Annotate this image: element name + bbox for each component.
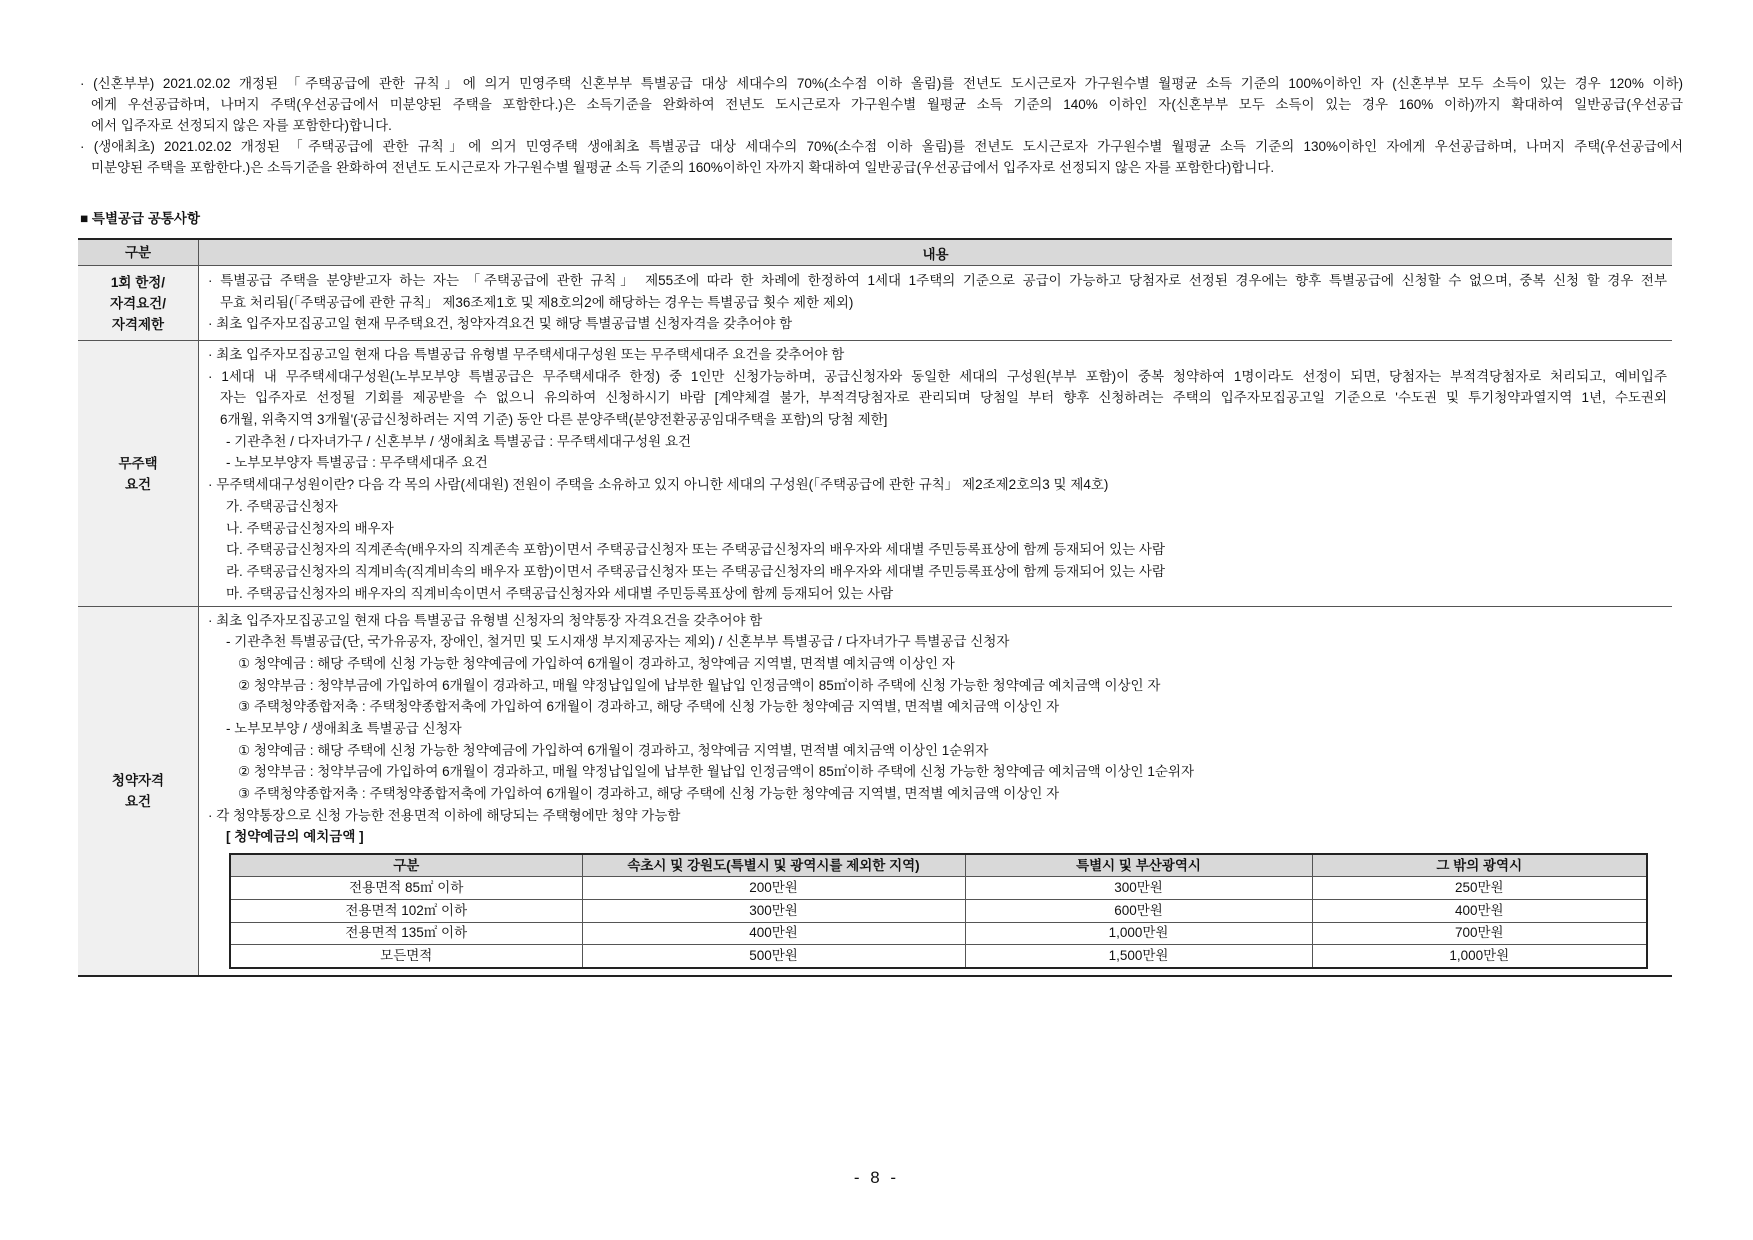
common-requirements-table [78,238,1672,977]
deposit-cell: 400만원 [582,922,965,945]
deposit-cell: 200만원 [582,877,965,900]
table-row [78,266,1672,341]
deposit-cell: 전용면적 135㎡ 이하 [230,922,582,945]
deposit-cell: 600만원 [965,899,1312,922]
row-label [78,341,199,606]
header-text: 내용 [922,246,949,262]
deposit-header-cell: 속초시 및 강원도(특별시 및 광역시를 제외한 지역) [582,854,965,877]
content-line: · 최초 입주자모집공고일 현재 다음 특별공급 유형별 무주택세대구성원 또는 무주택세대주 요건을 갖추어야 함 [208,347,845,362]
intro-paragraph-first-time [80,136,1683,178]
header-text: 구분 [124,245,152,260]
row-label-line: 요건 [124,476,152,492]
deposit-cell: 1,000만원 [965,922,1312,945]
content-line: - 기관추천 특별공급(단, 국가유공자, 장애인, 철거민 및 도시재생 부지제공자는 제외) / 신혼부부 특별공급 / 다자녀가구 특별공급 신청자 [226,634,1010,650]
intro-line: 에게 우선공급하며, 나머지 주택(우선공급에서 미분양된 주택을 포함한다.)은 소득기준을 완화하여 전년도 도시근로자 가구원수별 월평균 소득 기준의 140% 이하인 자(신혼부부 모두 소득이 있는 경우 160% 이하)까지 확대하여 일반공급(우선공급 [91,97,1683,112]
row-label [78,266,199,340]
deposit-row [230,945,1647,968]
table-header-content [199,240,1672,265]
content-line: - 노부모부양자 특별공급 : 무주택세대주 요건 [226,455,488,471]
deposit-cell: 전용면적 85㎡ 이하 [230,877,582,900]
intro-line: · (신혼부부) 2021.02.02 개정된 「주택공급에 관한 규칙」에 의거 민영주택 신혼부부 특별공급 대상 세대수의 70%(소수점 이하 올림)를 전년도 도시근로자 가구원수별 월평균 소득 기준의 100%이하인 자 (신혼부부 모두 소득이 있는 경우 120% 이하) [80,76,1683,91]
content-line: 무효 처리됨(「주택공급에 관한 규칙」 제36조제1호 및 제8호의2에 해당하는 경우는 특별공급 횟수 제한 제외) [220,294,854,310]
content-line: · 특별공급 주택을 분양받고자 하는 자는 「주택공급에 관한 규칙」 제55조에 따라 한 차례에 한정하여 1세대 1주택의 기준으로 공급이 가능하고 당첨자로 선정된 경우에는 향후 특별공급에 신청할 수 없으며, 중복 신청 할 경우 전부 [208,273,1667,288]
deposit-amount-table [229,853,1648,968]
content-line: 마. 주택공급신청자의 배우자의 직계비속이면서 주택공급신청자와 세대별 주민등록표상에 함께 등재되어 있는 사람 [226,585,894,601]
content-line: 6개월, 위축지역 3개월'(공급신청하려는 지역 기준) 동안 다른 분양주택(분양전환공공임대주택을 포함)의 당첨 제한] [220,412,888,428]
content-line: ① 청약예금 : 해당 주택에 신청 가능한 청약예금에 가입하여 6개월이 경과하고, 청약예금 지역별, 면적별 예치금액 이상인 1순위자 [238,742,989,758]
deposit-cell: 700만원 [1312,922,1647,945]
deposit-header-cell: 특별시 및 부산광역시 [965,854,1312,877]
deposit-cell: 전용면적 102㎡ 이하 [230,899,582,922]
content-line: ② 청약부금 : 청약부금에 가입하여 6개월이 경과하고, 매월 약정납입일에 납부한 월납입 인정금액이 85㎡이하 주택에 신청 가능한 청약예금 예치금액 이상인 1순위자 [238,764,1194,780]
content-line: · 1세대 내 무주택세대구성원(노부모부양 특별공급은 무주택세대주 한정) 중 1인만 신청가능하며, 공급신청자와 동일한 세대의 구성원(부부 포함)이 중복 청약하여 1명이라도 선정이 되면, 당첨자는 부적격당첨자로 처리되고, 예비입주 [208,368,1667,384]
deposit-cell: 500만원 [582,945,965,968]
deposit-header-cell: 구분 [230,854,582,877]
deposit-cell: 300만원 [582,899,965,922]
content-line: 라. 주택공급신청자의 직계비속(직계비속의 배우자 포함)이면서 주택공급신청자 또는 주택공급신청자의 배우자와 세대별 주민등록표상에 함께 등재되어 있는 사람 [226,563,1165,579]
page-number: - 8 - [853,1168,900,1187]
section-title: ■ 특별공급 공통사항 [80,211,200,226]
intro-line: · (생애최초) 2021.02.02 개정된 「주택공급에 관한 규칙」에 의거 민영주택 생애최초 특별공급 대상 세대수의 70%(소수점 이하 올림)를 전년도 도시근로자 가구원수별 월평균 소득 기준의 130%이하인 자에게 우선공급하며, 나머지 주택(우선공급에서 [80,139,1683,154]
row-label-line: 요건 [124,794,152,809]
row-label-line: 청약자격 [111,773,165,788]
deposit-row [230,899,1647,922]
intro-paragraph-newlywed [80,73,1683,136]
deposit-cell: 250만원 [1312,877,1647,900]
table-header-category [78,240,199,265]
content-line: - 기관추천 / 다자녀가구 / 신혼부부 / 생애최초 특별공급 : 무주택세대구성원 요건 [226,433,692,449]
row-label-line: 자격제한 [111,316,165,332]
content-line: ① 청약예금 : 해당 주택에 신청 가능한 청약예금에 가입하여 6개월이 경과하고, 청약예금 지역별, 면적별 예치금액 이상인 자 [238,655,955,671]
content-line: · 무주택세대구성원이란? 다음 각 목의 사람(세대원) 전원이 주택을 소유하고 있지 아니한 세대의 구성원(「주택공급에 관한 규칙」 제2조제2호의3 및 제4호) [208,477,1109,493]
content-line: 다. 주택공급신청자의 직계존속(배우자의 직계존속 포함)이면서 주택공급신청자 또는 주택공급신청자의 배우자와 세대별 주민등록표상에 함께 등재되어 있는 사람 [226,542,1165,558]
row-label-line: 1회 한정/ [110,274,166,290]
row-label-line: 자격요건/ [110,295,166,311]
deposit-row [230,877,1647,900]
deposit-table-title: [ 청약예금의 예치금액 ] [226,829,364,845]
deposit-cell: 400만원 [1312,899,1647,922]
table-row [78,607,1672,975]
content-line: ② 청약부금 : 청약부금에 가입하여 6개월이 경과하고, 매월 약정납입일에 납부한 월납입 인정금액이 85㎡이하 주택에 신청 가능한 청약예금 예치금액 이상인 자 [238,677,1161,693]
table-row [78,341,1672,607]
content-line: · 최초 입주자모집공고일 현재 무주택요건, 청약자격요건 및 해당 특별공급별 신청자격을 갖추어야 함 [208,316,793,332]
content-line: ③ 주택청약종합저축 : 주택청약종합저축에 가입하여 6개월이 경과하고, 해당 주택에 신청 가능한 청약예금 지역별, 면적별 예치금액 이상인 자 [238,699,1060,715]
content-line: 나. 주택공급신청자의 배우자 [226,520,394,536]
row-label [78,607,199,975]
deposit-cell: 1,000만원 [1312,945,1647,968]
intro-notes [80,73,1683,178]
deposit-header-row [230,854,1647,877]
row-content [199,607,1672,975]
content-line: · 최초 입주자모집공고일 현재 다음 특별공급 유형별 신청자의 청약통장 자격요건을 갖추어야 함 [208,612,763,628]
deposit-header-cell: 그 밖의 광역시 [1312,854,1647,877]
intro-line: 미분양된 주택을 포함한다.)은 소득기준을 완화하여 전년도 도시근로자 가구원수별 월평균 소득 기준의 160%이하인 자까지 확대하여 일반공급(우선공급에서 입주자로 선정되지 않은 자를 포함한다)합니다. [91,160,1275,175]
content-line: ③ 주택청약종합저축 : 주택청약종합저축에 가입하여 6개월이 경과하고, 해당 주택에 신청 가능한 청약예금 지역별, 면적별 예치금액 이상인 자 [238,786,1060,801]
deposit-row [230,922,1647,945]
content-line: · 각 청약통장으로 신청 가능한 전용면적 이하에 해당되는 주택형에만 청약 가능함 [208,807,681,823]
row-content [199,341,1672,606]
deposit-cell: 모든면적 [230,945,582,968]
row-label-line: 무주택 [118,455,158,471]
content-line: - 노부모부양 / 생애최초 특별공급 신청자 [226,720,462,736]
row-content [199,266,1672,340]
content-line: 자는 입주자로 선정될 기회를 제공받을 수 없으니 유의하여 신청하시기 바람 [계약체결 불가, 부적격당첨자로 관리되며 당첨일 부터 향후 신청하려는 주택의 입주자모집공고일 기준으로 '수도권 및 투기청약과열지역 1년, 수도권외 [220,390,1667,406]
content-line: 가. 주택공급신청자 [226,498,338,514]
deposit-cell: 300만원 [965,877,1312,900]
deposit-cell: 1,500만원 [965,945,1312,968]
intro-line: 에서 입주자로 선정되지 않은 자를 포함한다)합니다. [91,118,392,133]
table-header-row [78,240,1672,266]
